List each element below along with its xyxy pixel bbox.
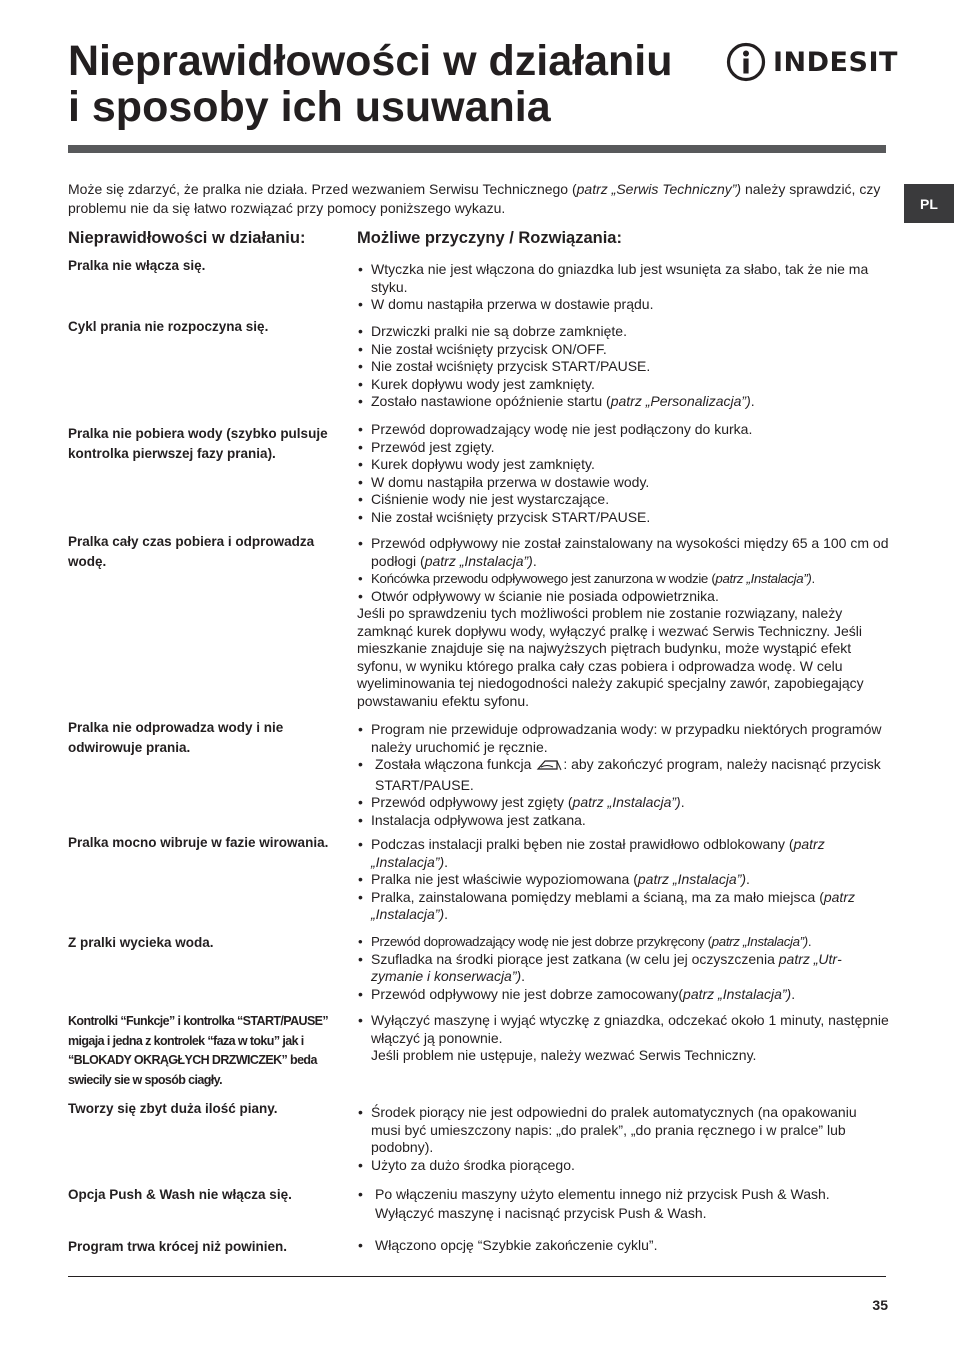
causes-list <box>357 261 889 314</box>
page-title-line-2: i sposoby ich usuwania <box>68 83 551 131</box>
cause-reference: patrz „Instalacja”) <box>371 888 855 922</box>
footer-divider <box>68 1276 886 1277</box>
page-number: 35 <box>872 1297 888 1313</box>
cause-reference: patrz „Instalacja”) <box>715 571 812 586</box>
cause-reference: patrz „Instalacja”) <box>683 985 792 1002</box>
cause-text-end: : aby zakończyć program, należy nacisnąć przycisk START/PAUSE. <box>375 756 881 793</box>
cause-item: • Kurek dopływu wody jest zamknięty. <box>357 456 889 474</box>
cause-text-end: . <box>521 968 526 984</box>
causes-list <box>357 1237 889 1255</box>
cause-item <box>357 836 889 871</box>
cause-reference: patrz „Instalacja”) <box>424 552 533 569</box>
cause-text-end: . <box>444 853 449 870</box>
cause-item <box>357 933 889 951</box>
cause-item <box>357 1012 889 1065</box>
cause-item: • Przewód jest zgięty. <box>357 439 889 457</box>
cause-item <box>357 393 889 411</box>
causes-list <box>357 1012 889 1065</box>
cause-item <box>357 986 889 1004</box>
cause-item: • Nie został wciśnięty przycisk START/PAUSE. <box>357 358 889 376</box>
cause-item: • Kurek dopływu wody jest zamknięty. <box>357 376 889 394</box>
cause-item: • Otwór odpływowy w ścianie nie posiada odpowietrznika. <box>357 588 889 606</box>
cause-item: • Środek piorący nie jest odpowiedni do pralek automatycznych (na opakowaniu musi być umieszczony napis: „do pralek”, „do prania ręcznego i w pralce” lub podobny). <box>357 1104 889 1157</box>
cause-text: Przewód odpływowy jest zgięty ( <box>371 794 573 810</box>
problem-label: Pralka nie pobiera wody (szybko pulsuje kontrolka pierwszej fazy prania). <box>68 426 328 461</box>
iron-easy-icon <box>535 757 563 777</box>
problem-label: Pralka nie odprowadza wody i nie odwirowuje prania. <box>68 720 284 755</box>
cause-text: Wyłączyć maszynę i wyjąć wtyczkę z gniazdka, odczekać około 1 minuty, następnie włączyć ją ponownie. <box>371 1012 889 1046</box>
cause-item: • Użyto za dużo środka piorącego. <box>357 1157 889 1175</box>
cause-text: Przewód odpływowy nie jest dobrze zamocowany( <box>371 985 684 1002</box>
causes-list <box>357 535 889 710</box>
causes-list <box>357 421 889 526</box>
brand-name: INDESIT <box>773 46 898 78</box>
cause-text-end: . <box>811 571 815 586</box>
cause-text: Pralka nie jest właściwie wypoziomowana ( <box>371 871 638 887</box>
cause-item <box>357 756 889 794</box>
cause-item: • W domu nastąpiła przerwa w dostawie wody. <box>357 474 889 492</box>
cause-item <box>357 535 889 570</box>
brand-logo <box>726 40 898 84</box>
cause-text-end: . <box>750 393 755 409</box>
cause-item: • Włączono opcję “Szybkie zakończenie cyklu”. <box>357 1237 889 1255</box>
cause-item <box>357 794 889 812</box>
cause-text-end: . <box>532 552 537 569</box>
cause-item <box>357 889 889 924</box>
cause-item: • Ciśnienie wody nie jest wystarczające. <box>357 491 889 509</box>
problems-column-header: Nieprawidłowości w działaniu: <box>68 229 306 247</box>
causes-list <box>357 1185 889 1223</box>
cause-item: • Nie został wciśnięty przycisk ON/OFF. <box>357 341 889 359</box>
cause-text: Szufladka na środki piorące jest zatkana (w celu jej oczyszczenia <box>371 950 779 967</box>
causes-list <box>357 933 889 1003</box>
problem-label: Opcja Push & Wash nie włącza się. <box>68 1187 292 1202</box>
cause-item: • Po włączeniu maszyny użyto elementu innego niż przycisk Push & Wash. Wyłączyć maszynę i nacisnąć przycisk Push & Wash. <box>357 1185 889 1223</box>
cause-reference: patrz „Personalizacja”) <box>610 393 751 409</box>
causes-column-header: Możliwe przyczyny / Rozwiązania: <box>357 229 622 247</box>
page-title-line-1: Nieprawidłowości w działaniu <box>68 37 673 85</box>
causes-list <box>357 1104 889 1174</box>
intro-paragraph <box>68 180 888 218</box>
cause-reference: patrz „Instalacja”) <box>711 934 808 949</box>
indesit-logo-icon <box>726 42 766 82</box>
intro-text-2: należy sprawdzić, czy problemu nie da się łatwo rozwiązać przy pomocy poniższego wykazu. <box>68 181 881 216</box>
problem-label: Pralka nie włącza się. <box>68 258 206 273</box>
cause-text-end: . <box>680 794 685 810</box>
cause-item <box>357 951 889 986</box>
title-divider <box>68 145 886 153</box>
cause-text: Pralka, zainstalowana pomiędzy meblami a ścianą, ma za mało miejsca ( <box>371 888 824 905</box>
cause-reference: patrz „Instalacja”) <box>637 871 747 887</box>
problem-label: Tworzy się zbyt duża ilość piany. <box>68 1101 278 1116</box>
cause-item: • Program nie przewiduje odprowadzania wody: w przypadku niektórych programów należy uruchomić je ręcznie. <box>357 721 889 756</box>
intro-text-1: Może się zdarzyć, że pralka nie działa. Przed wezwaniem Serwisu Technicznego ( <box>68 181 577 197</box>
causes-list <box>357 721 889 829</box>
problem-label: Z pralki wycieka woda. <box>68 935 214 950</box>
cause-text-end: . <box>807 934 812 949</box>
cause-text: Przewód odpływowy nie został zainstalowany na wysokości między 65 a 100 cm od podłogi ( <box>371 535 889 569</box>
cause-item <box>357 871 889 889</box>
cause-text-end: . <box>746 871 750 887</box>
intro-reference: patrz „Serwis Techniczny”) <box>576 181 742 197</box>
cause-text: Przewód doprowadzający wodę nie jest dobrze przykręcony ( <box>371 934 712 949</box>
cause-text-end: . <box>444 906 449 922</box>
cause-text: Podczas instalacji pralki bęben nie został prawidłowo odblokowany ( <box>371 836 794 852</box>
cause-note: Jeśli po sprawdzeniu tych możliwości problem nie zostanie rozwiązany, należy zamknąć kurek dopływu wody, wyłączyć pralkę i wezwać Serwis Techniczny. Jeśli mieszkanie znajduje się na najwyższych piętrach budynku, może wystąpić efekt syfonu, w wyniku którego pralka cały czas pobiera i odprowadza wodę. W celu wyeliminowania tej niedogodności należy zakupić specjalny zawór, zapobiegający powstawaniu efektu syfonu. <box>357 605 864 709</box>
cause-text: Końcówka przewodu odpływowego jest zanurzona w wodzie ( <box>371 571 716 586</box>
page-title <box>68 38 708 130</box>
problem-label: Kontrolki “Funkcje” i kontrolka “START/PAUSE” migaja i jedna z kontrolek “faza w toku” jak i “BLOKADY OKRĄGŁYCH DRZWICZEK” beda swiecily sie w sposób ciagły. <box>68 1014 329 1087</box>
cause-text: Zostało nastawione opóźnienie startu ( <box>371 393 611 409</box>
problem-label: Pralka mocno wibruje w fazie wirowania. <box>68 835 329 850</box>
cause-item: • Drzwiczki pralki nie są dobrze zamknięte. <box>357 323 889 341</box>
problem-label: Cykl prania nie rozpoczyna się. <box>68 319 269 334</box>
cause-text-line-2: Jeśli problem nie ustępuje, należy wezwać Serwis Techniczny. <box>371 1047 757 1063</box>
cause-item: • Wtyczka nie jest włączona do gniazdka lub jest wsunięta za słabo, tak że nie ma styku. <box>357 261 889 296</box>
cause-item <box>357 570 889 588</box>
cause-item: • Przewód doprowadzający wodę nie jest podłączony do kurka. <box>357 421 889 439</box>
cause-reference: patrz „Utrzymanie i konserwacja”) <box>371 950 842 984</box>
cause-item: • Instalacja odpływowa jest zatkana. <box>357 812 889 830</box>
causes-list <box>357 323 889 411</box>
problem-label: Pralka cały czas pobiera i odprowadza wodę. <box>68 534 315 569</box>
causes-list <box>357 836 889 924</box>
cause-item: • Nie został wciśnięty przycisk START/PAUSE. <box>357 509 889 527</box>
cause-text: Została włączona funkcja <box>375 756 536 772</box>
language-tab: PL <box>904 184 954 223</box>
cause-text-end: . <box>791 985 796 1002</box>
cause-item: • W domu nastąpiła przerwa w dostawie prądu. <box>357 296 889 314</box>
cause-reference: patrz „Instalacja”) <box>572 794 681 810</box>
problem-label: Program trwa krócej niż powinien. <box>68 1239 288 1254</box>
cause-reference: patrz „Instalacja”) <box>371 836 825 870</box>
